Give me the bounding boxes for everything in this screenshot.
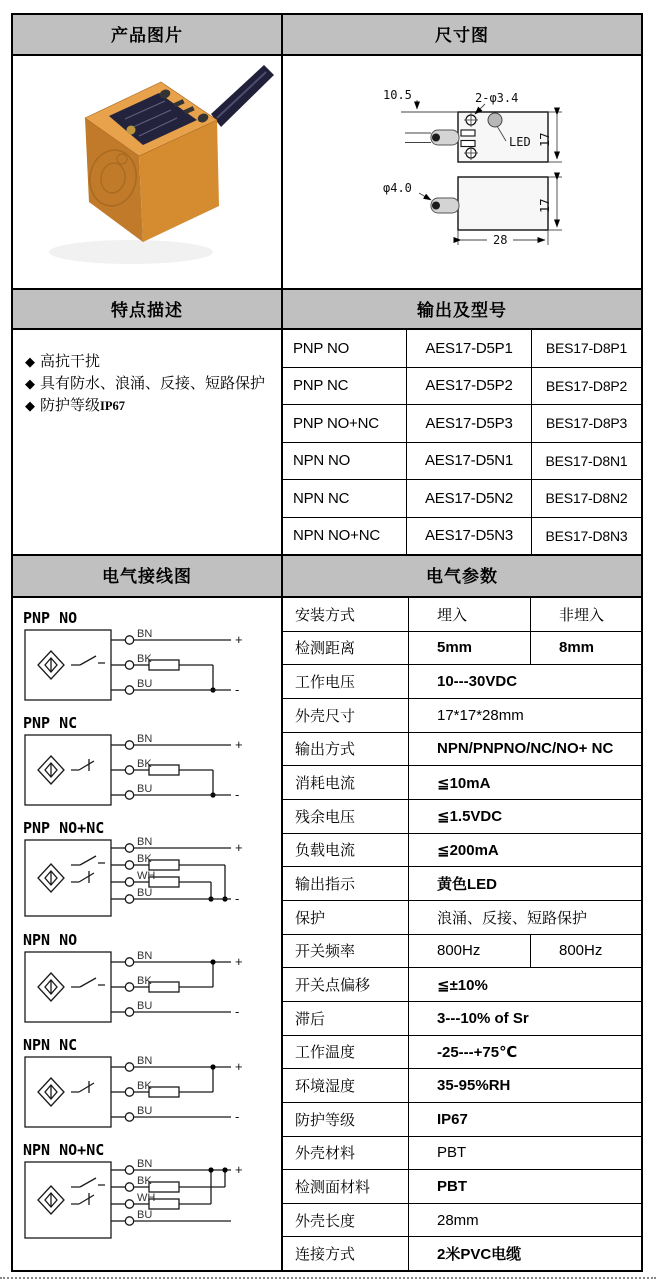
load-resistor [149, 660, 179, 670]
parameter-row [283, 935, 641, 969]
parameter-label: 滞后 [283, 1002, 409, 1035]
side-view-outline [458, 177, 548, 230]
feature-item [25, 396, 273, 416]
section-header-features-label: 特点描述 [111, 301, 183, 320]
wire-terminal [125, 1063, 133, 1071]
parameter-row [283, 901, 641, 935]
parameter-value: -25---+75℃ [437, 1043, 518, 1061]
parameter-row [283, 1170, 641, 1204]
parameter-row [283, 598, 641, 632]
parameter-value: 埋入 [409, 598, 531, 631]
parameter-value: ≦±10% [437, 976, 488, 994]
wiring-diagram-title: PNP NC [23, 715, 78, 732]
wire-terminal [125, 1183, 133, 1191]
switch-nc-symbol [71, 1193, 94, 1205]
polarity-label: - [235, 1004, 240, 1019]
parameter-label: 检测面材料 [283, 1170, 409, 1203]
switch-nc-symbol [71, 871, 94, 883]
wire-label: BN [137, 628, 153, 640]
parameter-label: 连接方式 [283, 1237, 409, 1270]
polarity-label: + [235, 1059, 243, 1074]
switch-no-symbol [71, 856, 105, 865]
wire-label: BK [137, 1080, 152, 1092]
parameter-value: 17*17*28mm [437, 706, 524, 724]
parameter-label: 外壳长度 [283, 1204, 409, 1237]
wire-terminal [125, 636, 133, 644]
diamond-bullet-icon: ◆ [25, 397, 35, 413]
parameter-row [283, 968, 641, 1002]
wire-label: BN [137, 733, 153, 745]
polarity-label: - [235, 682, 240, 697]
polarity-label: + [235, 632, 243, 647]
parameter-value: 非埋入 [559, 606, 605, 624]
parameter-row [283, 1069, 641, 1103]
wire-label: BK [137, 975, 152, 987]
section-header-output-models-label: 输出及型号 [417, 301, 507, 320]
parameter-row [283, 665, 641, 699]
dimension-drawing-cell [283, 56, 641, 290]
parameter-value: 浪涌、反接、短路保护 [437, 909, 588, 927]
wire-terminal [125, 1008, 133, 1016]
section-header-electrical-params-label: 电气参数 [426, 567, 498, 586]
parameter-label: 环境湿度 [283, 1069, 409, 1102]
wire-terminal [125, 1113, 133, 1121]
section-header-wiring-label: 电气接线图 [102, 567, 192, 586]
wiring-diagram-title: PNP NO [23, 610, 78, 627]
parameter-row [283, 1237, 641, 1270]
parameter-row [283, 800, 641, 834]
led-label: LED [509, 135, 531, 149]
model-row [283, 480, 641, 518]
section-header-wiring [13, 556, 283, 598]
wire-terminal [125, 1088, 133, 1096]
switch-no-symbol [71, 1178, 105, 1187]
load-resistor [149, 860, 179, 870]
load-resistor [149, 1087, 179, 1097]
parameter-label: 输出指示 [283, 867, 409, 900]
parameter-value: 8mm [559, 639, 595, 657]
model-number-flush: AES17-D5P1 [407, 330, 532, 367]
parameter-value: IP67 [437, 1110, 468, 1128]
polarity-label: + [235, 954, 243, 969]
model-number-flush: AES17-D5N3 [407, 518, 532, 555]
page-footer-divider [0, 1277, 656, 1279]
parameter-label: 防护等级 [283, 1103, 409, 1136]
parameter-row [283, 632, 641, 666]
model-number-nonflush: BES17-D8P1 [545, 340, 628, 357]
wire-label: BN [137, 950, 153, 962]
parameter-label: 工作电压 [283, 665, 409, 698]
section-header-product-image [13, 15, 283, 56]
wiring-diagram-npn-no [21, 932, 273, 1033]
model-number-nonflush: BES17-D8P3 [545, 415, 628, 432]
product-photo-cell [13, 56, 283, 290]
feature-text: 高抗干扰 [40, 353, 101, 370]
diamond-bullet-icon: ◆ [25, 354, 35, 369]
model-number-nonflush: BES17-D8P2 [545, 377, 628, 394]
wiring-diagram-pnp-no [21, 610, 273, 711]
parameter-label: 保护 [283, 901, 409, 934]
parameter-label: 开关点偏移 [283, 968, 409, 1001]
wire-label: BK [137, 1175, 152, 1187]
model-row [283, 443, 641, 481]
product-photo [13, 56, 281, 288]
feature-item [25, 352, 273, 372]
wire-label: BU [137, 783, 153, 795]
parameter-value: 800Hz [559, 942, 603, 960]
junction-dot [208, 1167, 213, 1172]
parameter-row [283, 1002, 641, 1036]
section-header-product-image-label: 产品图片 [111, 26, 183, 45]
parameter-value: 5mm [409, 632, 531, 665]
dim-label-height-top: 17 [538, 132, 552, 147]
wire-label: BK [137, 853, 152, 865]
parameter-value: ≦1.5VDC [437, 808, 503, 826]
parameter-value: 2米PVC电缆 [437, 1246, 522, 1264]
wire-terminal [125, 741, 133, 749]
wiring-diagrams [13, 598, 283, 1270]
models-table [283, 330, 641, 556]
model-output-type: NPN NO+NC [283, 518, 407, 555]
parameter-value: 35-95%RH [437, 1077, 511, 1095]
parameter-row [283, 699, 641, 733]
parameter-label: 外壳尺寸 [283, 699, 409, 732]
parameter-label: 残余电压 [283, 800, 409, 833]
wire-terminal [125, 1217, 133, 1225]
wiring-diagram-title: NPN NO [23, 932, 78, 949]
model-number-flush: AES17-D5P2 [407, 368, 532, 405]
model-number-flush: AES17-D5N1 [407, 443, 532, 480]
wire-terminal [125, 1200, 133, 1208]
parameters-table [283, 598, 641, 1270]
model-number-nonflush: BES17-D8N3 [545, 527, 628, 544]
model-number-flush: AES17-D5N2 [407, 480, 532, 517]
parameter-value: 800Hz [409, 935, 531, 968]
parameter-value: NPN/PNPNO/NC/NO+ NC [437, 740, 614, 758]
parameter-label: 工作温度 [283, 1036, 409, 1069]
parameter-label: 检测距离 [283, 632, 409, 665]
section-header-electrical-params [283, 556, 641, 598]
wire-terminal [125, 983, 133, 991]
wire-label: WH [137, 870, 156, 882]
switch-no-symbol [71, 656, 105, 665]
section-header-features [13, 290, 283, 330]
features-list [13, 330, 283, 556]
wire-terminal [125, 766, 133, 774]
wiring-diagram-title: NPN NO+NC [23, 1142, 105, 1159]
parameter-row [283, 834, 641, 868]
parameter-value: 28mm [437, 1211, 479, 1229]
wire-label: BU [137, 678, 153, 690]
section-header-output-models [283, 290, 641, 330]
model-row [283, 405, 641, 443]
section-header-dimension-label: 尺寸图 [435, 26, 489, 45]
dimension-drawing [283, 56, 641, 286]
switch-no-symbol [71, 978, 105, 987]
wire-label: BN [137, 1055, 153, 1067]
parameter-value: PBT [437, 1144, 467, 1162]
wiring-diagram-npn-nc [21, 1037, 273, 1138]
wire-label: BU [137, 887, 153, 899]
wire-label: BU [137, 1209, 153, 1221]
model-output-type: PNP NO [283, 330, 407, 367]
parameter-row [283, 766, 641, 800]
polarity-label: - [235, 1109, 240, 1124]
wire-terminal [125, 1166, 133, 1174]
wire-terminal [125, 661, 133, 669]
load-resistor [149, 765, 179, 775]
polarity-label: + [235, 1162, 243, 1177]
wire-terminal [125, 878, 133, 886]
parameter-row [283, 1103, 641, 1137]
parameter-row [283, 733, 641, 767]
dim-label-holes: 2-φ3.4 [475, 91, 519, 105]
parameter-value: PBT [437, 1177, 467, 1195]
model-number-nonflush: BES17-D8N2 [545, 490, 628, 507]
wiring-diagram-pnp-nc [21, 715, 273, 816]
wire-label: BK [137, 758, 152, 770]
load-resistor [149, 982, 179, 992]
switch-nc-symbol [71, 759, 94, 771]
parameter-row [283, 1036, 641, 1070]
wire-label: BU [137, 1000, 153, 1012]
wire-terminal [125, 861, 133, 869]
dim-label-offset: 10.5 [383, 88, 412, 102]
feature-suffix: IP67 [100, 398, 126, 413]
feature-item [25, 374, 273, 394]
polarity-label: + [235, 840, 243, 855]
polarity-label: + [235, 737, 243, 752]
parameter-row [283, 1137, 641, 1171]
dim-label-width: 28 [493, 233, 508, 247]
wiring-diagram-title: NPN NC [23, 1037, 78, 1054]
section-header-dimension [283, 15, 641, 56]
wire-terminal [125, 791, 133, 799]
parameter-label: 安装方式 [283, 598, 409, 631]
wire-label: BU [137, 1105, 153, 1117]
sensor-label-logo [127, 126, 136, 135]
model-row [283, 330, 641, 368]
parameter-label: 消耗电流 [283, 766, 409, 799]
wiring-diagram-npn-no-nc [21, 1142, 273, 1250]
parameter-value: ≦200mA [437, 841, 499, 859]
parameter-value: 3---10% of Sr [437, 1009, 529, 1027]
wire-label: BN [137, 836, 153, 848]
polarity-label: - [235, 787, 240, 802]
parameter-value: 黄色LED [437, 876, 498, 894]
spec-sheet-table [11, 13, 643, 1272]
model-row [283, 518, 641, 555]
parameter-label: 输出方式 [283, 733, 409, 766]
wire-label: BK [137, 653, 152, 665]
polarity-label: - [235, 891, 240, 906]
wiring-diagram-title: PNP NO+NC [23, 820, 105, 837]
junction-dot [210, 959, 215, 964]
parameter-value: ≦10mA [437, 774, 491, 792]
model-output-type: NPN NO [283, 443, 407, 480]
dim-label-height-bottom: 17 [538, 198, 552, 213]
model-number-nonflush: BES17-D8N1 [545, 452, 628, 469]
wire-terminal [125, 958, 133, 966]
feature-text: 防护等级IP67 [40, 396, 126, 414]
parameter-row [283, 867, 641, 901]
model-row [283, 368, 641, 406]
wire-terminal [125, 686, 133, 694]
model-output-type: PNP NO+NC [283, 405, 407, 442]
wire-terminal [125, 844, 133, 852]
parameter-value: 10---30VDC [437, 673, 518, 691]
model-output-type: PNP NC [283, 368, 407, 405]
wiring-diagram-pnp-no-nc [21, 820, 273, 928]
wire-label: BN [137, 1158, 153, 1170]
diamond-bullet-icon: ◆ [25, 375, 35, 391]
led-indicator [488, 113, 502, 127]
parameter-label: 开关频率 [283, 935, 409, 968]
dim-label-cable: φ4.0 [383, 181, 412, 195]
junction-dot [222, 1167, 227, 1172]
parameter-label: 外壳材料 [283, 1137, 409, 1170]
parameter-row [283, 1204, 641, 1238]
junction-dot [210, 1064, 215, 1069]
wire-terminal [125, 895, 133, 903]
model-output-type: NPN NC [283, 480, 407, 517]
feature-text: 具有防水、浪涌、反接、短路保护 [40, 374, 266, 392]
load-resistor [149, 1182, 179, 1192]
parameter-label: 负载电流 [283, 834, 409, 867]
model-number-flush: AES17-D5P3 [407, 405, 532, 442]
wire-label: WH [137, 1192, 156, 1204]
switch-nc-symbol [71, 1081, 94, 1093]
